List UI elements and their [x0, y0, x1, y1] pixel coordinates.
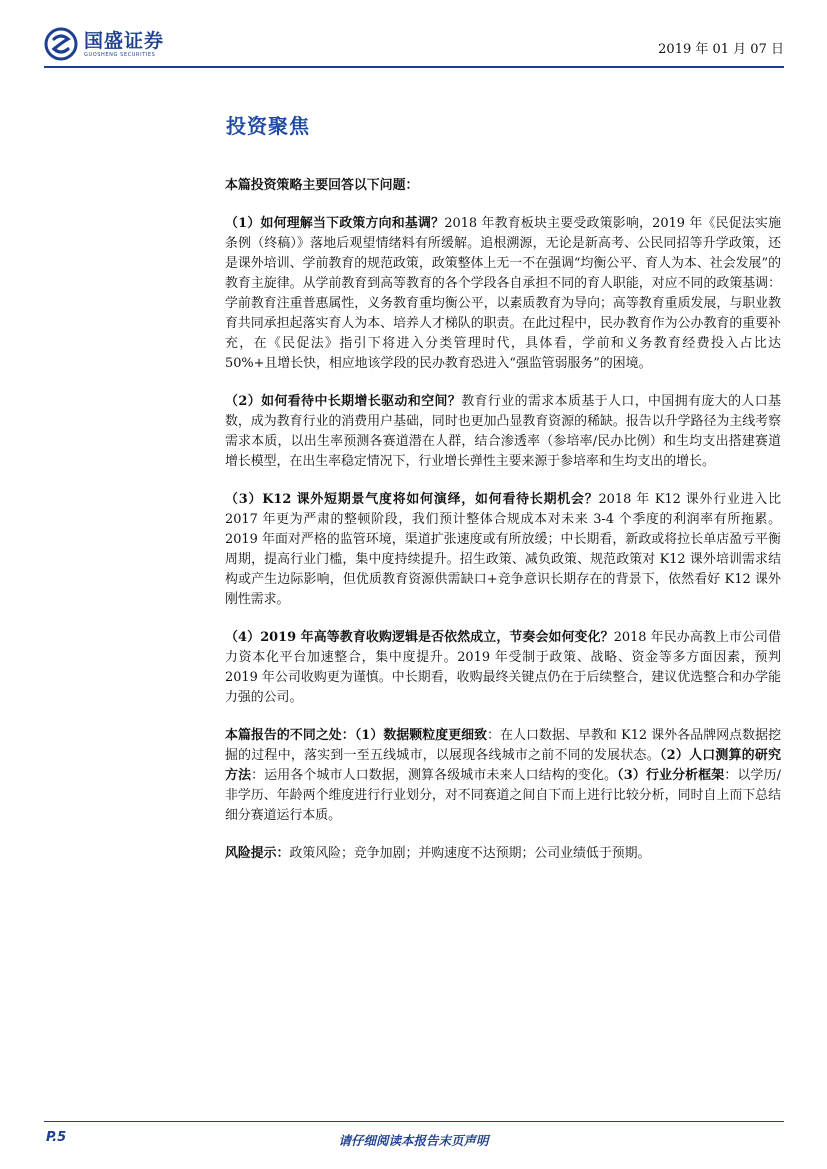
difference-lead-3: （3）行业分析框架 — [617, 768, 725, 783]
header-divider — [44, 66, 784, 68]
risk-body: 政策风险；竞争加剧；并购速度不达预期；公司业绩低于预期。 — [289, 846, 651, 861]
question-paragraph-3 — [225, 490, 781, 610]
question-paragraph-2 — [225, 392, 781, 472]
logo-name: 国盛证券 — [84, 29, 165, 52]
difference-body-2: ：运用各个城市人口数据，测算各级城市未来人口结构的变化。 — [251, 768, 618, 783]
guosheng-logo-icon — [44, 27, 78, 61]
question-lead-2: （2）如何看待中长期增长驱动和空间？ — [225, 394, 462, 409]
question-body-3: 2018 年 K12 课外行业进入比 2017 年更为严肃的整顿阶段，我们预计整体合规成本对未来 3-4 个季度的利润率有所拖累。2019 年面对严格的监管环境，渠道扩张速度或有所放缓；中长期看，新政或将拉长单店盈亏平衡周期，提高行业门槛，集中度持续提升。招生政策、减负政策、规范政策对 K12 课外培训需求结构或产生边际影响，但优质教育资源供需缺口+竞争意识长期存在的背景下，依然看好 K12 课外刚性需求。 — [225, 492, 781, 607]
report-date: 2019 年 01 月 07 日 — [658, 42, 784, 57]
risk-paragraph — [225, 844, 781, 864]
footer-divider — [44, 1121, 784, 1122]
page-number: P.5 — [46, 1130, 67, 1145]
question-body-1: 2018 年教育板块主要受政策影响，2019 年《民促法实施条例（终稿）》落地后观望情绪料有所缓解。追根溯源，无论是新高考、公民同招等升学政策，还是课外培训、学前教育的规范政策，政策整体上无一不在强调“均衡公平、育人为本、社会发展”的教育主旋律。从学前教育到高等教育的各个学段各自承担不同的育人职能，对应不同的政策基调：学前教育注重普惠属性，义务教育重均衡公平，以素质教育为导向；高等教育重质发展，与职业教育共同承担起落实育人为本、培养人才梯队的职责。在此过程中，民办教育作为公办教育的重要补充，在《民促法》指引下将进入分类管理时代，具体看，学前和义务教育经费投入占比达 50%+且增长快，相应地该学段的民办教育恐进入“强监管弱服务”的困境。 — [225, 216, 782, 371]
report-body — [225, 176, 781, 882]
intro-text: 本篇投资策略主要回答以下问题： — [225, 178, 419, 193]
risk-label: 风险提示： — [225, 846, 290, 861]
question-lead-1: （1）如何理解当下政策方向和基调？ — [225, 216, 445, 231]
question-lead-4: （4）2019 年高等教育收购逻辑是否依然成立，节奏会如何变化？ — [225, 630, 614, 645]
question-lead-3: （3）K12 课外短期景气度将如何演绎，如何看待长期机会？ — [225, 492, 599, 507]
question-body-4: 2018 年民办高教上市公司借力资本化平台加速整合，集中度提升。2019 年受制于政策、战略、资金等多方面因素，预判 2019 年公司收购更为谨慎。中长期看，收购最终关键点仍在于后续整合，建议优选整合和办学能力强的公司。 — [225, 630, 781, 705]
difference-body-1: ：在人口数据、早教和 K12 课外各品牌网点数据挖掘的过程中，落实到一至五线城市，以展现各线城市之前不同的发展状态。 — [225, 728, 781, 763]
footer-disclaimer: 请仔细阅读本报告末页声明 — [338, 1133, 489, 1148]
logo-subtitle: GUOSHENG SECURITIES — [84, 51, 156, 58]
question-body-2: 教育行业的需求本质基于人口，中国拥有庞大的人口基数，成为教育行业的消费用户基础，同时也更加凸显教育资源的稀缺。报告以升学路径为主线考察需求本质，以出生率预测各赛道潜在人群，结合渗透率（参培率/民办比例）和生均支出搭建赛道增长模型，在出生率稳定情况下，行业增长弹性主要来源于参培率和生均支出的增长。 — [225, 394, 782, 469]
section-title: 投资聚焦 — [226, 114, 310, 138]
difference-paragraph — [225, 726, 781, 826]
page-header — [44, 22, 784, 66]
difference-lead-1: （1）数据颗粒度更细致 — [354, 728, 488, 743]
difference-body-3: ：以学历/非学历、年龄两个维度进行行业划分，对不同赛道之间自下而上进行比较分析，同时自上而下总结细分赛道运行本质。 — [225, 768, 781, 823]
difference-lead-2: （2）人口测算的研究方法 — [225, 748, 781, 783]
question-paragraph-4 — [225, 628, 781, 708]
company-logo — [44, 24, 164, 64]
intro-paragraph — [225, 176, 781, 196]
question-paragraph-1 — [225, 214, 781, 374]
difference-label: 本篇报告的不同之处： — [225, 728, 355, 743]
